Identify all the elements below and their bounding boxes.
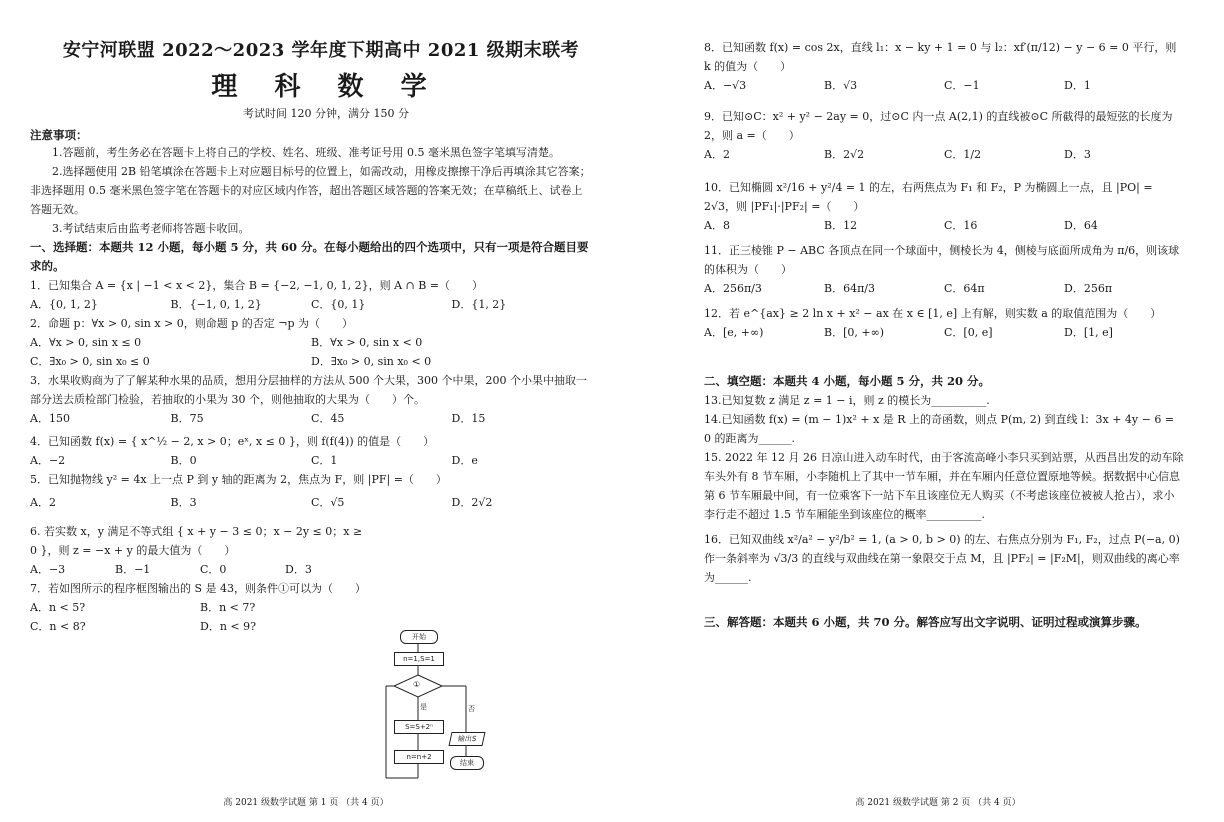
question-15: 15. 2022 年 12 月 26 日凉山进入动车时代，由于客流高峰小李只买到站票，从西昌出发的动车除车头外有 8 节车厢，小李随机上了其中一节车厢，并在车厢内任意位置原地等候。据数据中心信息第 6 节车厢最中间，有一位乘客下一站下车且该座位无人购买（不考虑该座位被被人抢占），求小李行走不超过 1.5 节车厢能坐到该座位的概率__________.	[704, 451, 1184, 521]
options-q5	[30, 493, 592, 512]
option-c: C．1	[311, 454, 338, 467]
option-b: B．{−1, 0, 1, 2}	[170, 298, 262, 311]
exam-meta: 考试时间 120 分钟，满分 150 分	[243, 107, 409, 120]
option-a: A．[e, +∞)	[704, 326, 764, 339]
flow-step-s: S=S+2ⁿ	[394, 720, 444, 734]
option-b: B．12	[824, 219, 858, 232]
option-a: A．−2	[30, 454, 66, 467]
options-q1	[30, 295, 592, 314]
option-a: A．2	[704, 148, 730, 161]
question-14: 14.已知函数 f(x) = (m − 1)x² + x 是 R 上的奇函数，则点 P(m, 2) 到直线 l：3x + 4y − 6 = 0 的距离为______.	[704, 413, 1175, 445]
option-d: D．[1, e]	[1064, 326, 1113, 339]
options-q8	[704, 76, 1184, 95]
question-6: 6. 若实数 x，y 满足不等式组 { x + y − 3 ≤ 0；x − 2y ≤ 0；x ≥ 0 }，则 z = −x + y 的最大值为（ ）	[30, 525, 363, 557]
option-a: A．8	[704, 219, 730, 232]
question-13: 13.已知复数 z 满足 z = 1 − i，则 z 的模长为__________.	[704, 394, 990, 407]
option-d: D．{1, 2}	[451, 298, 507, 311]
option-d: D．64	[1064, 219, 1098, 232]
option-a: A．−√3	[704, 79, 747, 92]
options-q6	[30, 560, 370, 579]
flow-output: 输出S	[449, 732, 486, 746]
flow-start: 开始	[400, 630, 438, 644]
notice-item: 2.选择题使用 2B 铅笔填涂在答题卡上对应题目标号的位置上，如需改动，用橡皮擦擦干净后再填涂其它答案；非选择题用 0.5 毫米黑色签字笔在答题卡的对应区域内作答，超出答题区域答题的答案无效；在草稿纸上、试卷上答题无效。	[30, 165, 591, 216]
options-q10	[704, 216, 1184, 235]
options-q11	[704, 279, 1184, 298]
option-d: D．2√2	[451, 496, 493, 509]
option-b: B．0	[170, 454, 197, 467]
option-c: C．1/2	[944, 148, 982, 161]
flowchart	[380, 628, 490, 788]
option-b: B．√3	[824, 79, 858, 92]
option-a: A．{0, 1, 2}	[30, 298, 98, 311]
options-q4	[30, 451, 592, 470]
page-2	[612, 0, 1224, 822]
option-d: D．e	[451, 454, 478, 467]
question-11: 11．正三棱锥 P − ABC 各顶点在同一个球面中，侧棱长为 4，侧棱与底面所成角为 π/6，则该球的体积为（ ）	[704, 244, 1180, 276]
option-a: A．150	[30, 412, 70, 425]
question-12: 12．若 e^{ax} ≥ 2 ln x + x² − ax 在 x ∈ [1, e] 上有解，则实数 a 的取值范围为（ ）	[704, 307, 1162, 320]
question-3: 3．水果收购商为了了解某种水果的品质，想用分层抽样的方法从 500 个大果，300 个中果，200 个小果中抽取一部分送去质检部门检验，若抽取的小果为 30 个，则他抽取的大果为（ ）个。	[30, 374, 587, 406]
option-c: C．45	[311, 412, 345, 425]
option-c: C．[0, e]	[944, 326, 993, 339]
notice-item: 1.答题前，考生务必在答题卡上将自己的学校、姓名、班级、准考证号用 0.5 毫米黑色签字笔填写清楚。	[52, 146, 560, 159]
option-d: D．1	[1064, 79, 1091, 92]
notice-heading: 注意事项：	[30, 128, 88, 142]
option-b: B．2√2	[824, 148, 865, 161]
option-d: D．∃x₀ > 0, sin x₀ < 0	[311, 355, 432, 368]
question-4: 4．已知函数 f(x) = { x^½ − 2, x > 0；eˣ, x ≤ 0 }，则 f(f(4)) 的值是（ ）	[30, 435, 435, 448]
exam-subject: 理 科 数 学	[211, 72, 441, 102]
page-footer: 高 2021 级数学试题 第 2 页 （共 4 页）	[855, 798, 1021, 808]
options-q9	[704, 145, 1184, 164]
question-5: 5．已知抛物线 y² = 4x 上一点 P 到 y 轴的距离为 2，焦点为 F，则 |PF| =（ ）	[30, 473, 447, 486]
option-c: C．16	[944, 219, 978, 232]
option-d: D．15	[451, 412, 486, 425]
flow-init: n=1,S=1	[394, 652, 444, 666]
option-d: D．3	[285, 563, 312, 576]
options-q7	[30, 598, 370, 636]
option-b: B．∀x > 0, sin x < 0	[311, 336, 423, 349]
question-10: 10．已知椭圆 x²/16 + y²/4 = 1 的左，右两焦点为 F₁ 和 F₂，P 为椭圆上一点，且 |PO| = 2√3，则 |PF₁|·|PF₂| =（ ）	[704, 181, 1153, 213]
option-c: C．0	[200, 563, 227, 576]
option-c: C．√5	[311, 496, 345, 509]
option-a: A．∀x > 0, sin x ≤ 0	[30, 336, 142, 349]
flow-end: 结束	[450, 756, 484, 770]
notice-item: 3.考试结束后由监考老师将答题卡收回。	[52, 222, 250, 235]
option-c: C．∃x₀ > 0, sin x₀ ≤ 0	[30, 355, 150, 368]
flow-no: 否	[468, 705, 475, 713]
options-q2	[30, 333, 592, 371]
option-b: B．−1	[115, 563, 151, 576]
option-c: C．−1	[944, 79, 980, 92]
option-a: A．2	[30, 496, 56, 509]
option-c: C．64π	[944, 282, 985, 295]
option-a: A．n < 5?	[30, 601, 86, 614]
option-b: B．3	[170, 496, 197, 509]
question-16: 16．已知双曲线 x²/a² − y²/b² = 1, (a > 0, b > 0) 的左、右焦点分别为 F₁, F₂，过点 P(−a, 0) 作一条斜率为 √3/3 的直线与双曲线在第一象限交于点 M，且 |PF₂| = |F₂M|，则双曲线的离心率为______.	[704, 533, 1180, 584]
section-heading-answer: 三、解答题：本题共 6 小题，共 70 分。解答应写出文字说明、证明过程或演算步骤。	[704, 615, 1147, 629]
question-9: 9．已知⊙C：x² + y² − 2ay = 0，过⊙C 内一点 A(2,1) 的直线被⊙C 所截得的最短弦的长度为 2，则 a =（ ）	[704, 110, 1173, 142]
option-b: B．[0, +∞)	[824, 326, 885, 339]
question-7: 7．若如图所示的程序框图输出的 S 是 43，则条件①可以为（ ）	[30, 582, 367, 595]
option-d: D．n < 9?	[200, 620, 257, 633]
flow-yes: 是	[420, 703, 427, 711]
page-footer: 高 2021 级数学试题 第 1 页 （共 4 页）	[223, 798, 389, 808]
option-c: C．{0, 1}	[311, 298, 366, 311]
options-q3	[30, 409, 592, 428]
exam-title: 安宁河联盟 2022～2023 学年度下期高中 2021 级期末联考	[62, 40, 580, 61]
option-c: C．n < 8?	[30, 620, 86, 633]
option-a: A．−3	[30, 563, 66, 576]
question-2: 2．命题 p：∀x > 0, sin x > 0，则命题 p 的否定 ¬p 为（ ）	[30, 317, 354, 330]
flow-step-n: n=n+2	[394, 750, 444, 764]
section-heading-choice: 一、选择题：本题共 12 小题，每小题 5 分，共 60 分。在每小题给出的四个选项中，只有一项是符合题目要求的。	[30, 240, 589, 273]
option-b: B．75	[170, 412, 204, 425]
option-b: B．64π/3	[824, 282, 876, 295]
option-d: D．3	[1064, 148, 1091, 161]
flow-condition: ①	[413, 680, 421, 689]
question-1: 1．已知集合 A = {x | −1 < x < 2}，集合 B = {−2, −1, 0, 1, 2}，则 A ∩ B =（ ）	[30, 279, 484, 292]
section-heading-fill: 二、填空题：本题共 4 小题，每小题 5 分，共 20 分。	[704, 374, 991, 388]
option-d: D．256π	[1064, 282, 1113, 295]
options-q12	[704, 323, 1184, 342]
question-8: 8．已知函数 f(x) = cos 2x，直线 l₁：x − ky + 1 = 0 与 l₂：xf′(π/12) − y − 6 = 0 平行，则 k 的值为（ ）	[704, 41, 1177, 73]
option-a: A．256π/3	[704, 282, 762, 295]
option-b: B．n < 7?	[200, 601, 256, 614]
